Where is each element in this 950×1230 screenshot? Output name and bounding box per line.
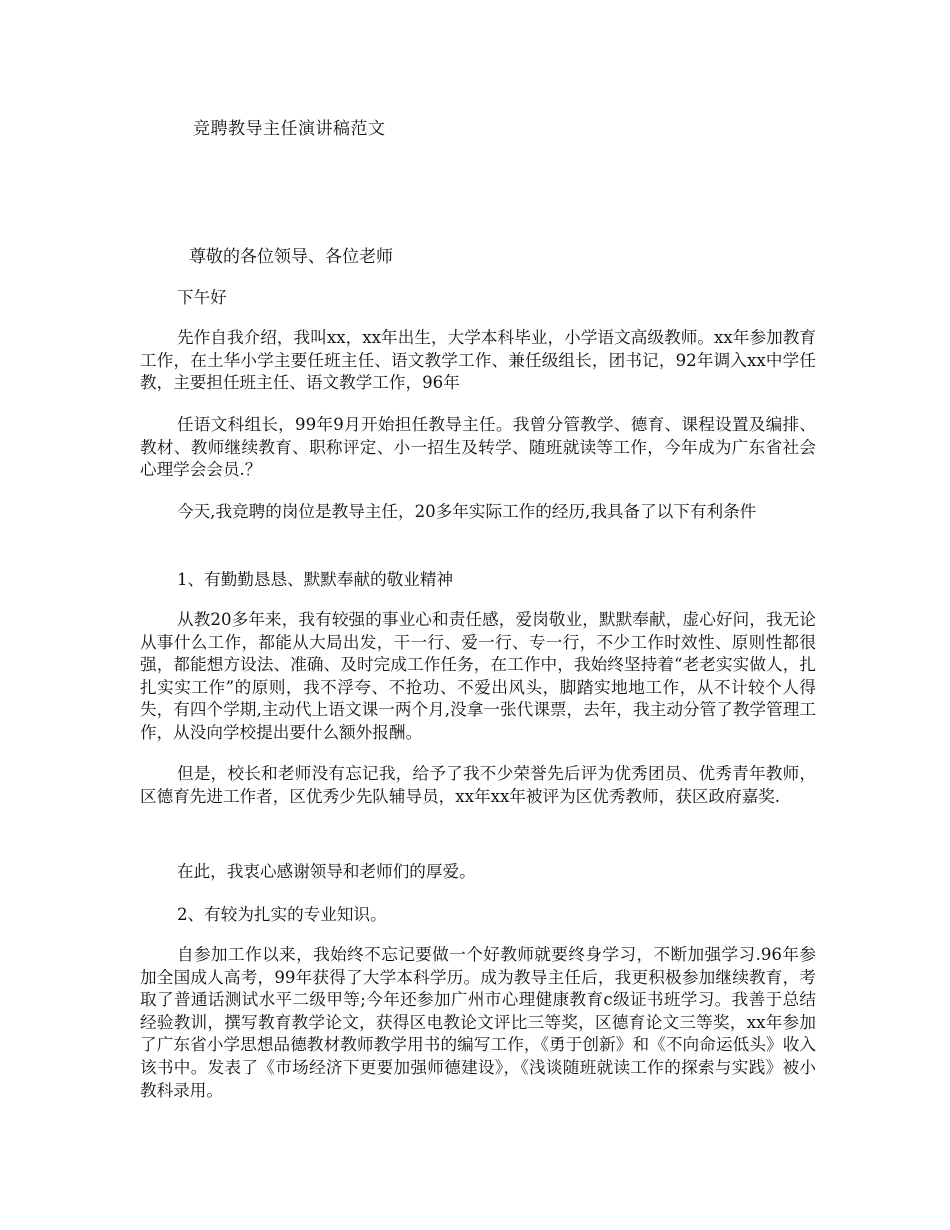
document-title: 竞聘教导主任演讲稿范文 xyxy=(193,119,386,139)
paragraph-introduction: 先作自我介绍，我叫xx，xx年出生，大学本科毕业，小学语文高级教师。xx年参加教育工作，在土华小学主要任班主任、语文教学工作、兼任级组长，团书记，92年调入xx中学任教，主要担任班主任、语文教学工作，96年 xyxy=(140,328,816,393)
greeting: 下午好 xyxy=(177,288,227,307)
thanks-line: 在此，我衷心感谢领导和老师们的厚爱。 xyxy=(177,862,476,881)
section-heading-expertise: 2、有较为扎实的专业知识。 xyxy=(177,905,387,924)
paragraph-responsibilities: 任语文科组长，99年9月开始担任教导主任。我曾分管教学、德育、课程设置及编排、教材、教师继续教育、职称评定、小一招生及转学、随班就读等工作，今年成为广东省社会心理学会会员.？ xyxy=(140,415,816,480)
paragraph-honors: 但是，校长和老师没有忘记我，给予了我不少荣誉先后评为优秀团员、优秀青年教师，区德育先进工作者，区优秀少先队辅导员，xx年xx年被评为区优秀教师，获区政府嘉奖. xyxy=(140,764,816,806)
paragraph-qualifications: 今天,我竞聘的岗位是教导主任，20多年实际工作的经历,我具备了以下有利条件 xyxy=(177,502,757,521)
paragraph-expertise: 自参加工作以来，我始终不忘记要做一个好教师就要终身学习，不断加强学习.96年参加全国成人高考，99年获得了大学本科学历。成为教导主任后，我更积极参加继续教育，考取了普通话测试水平二级甲等;今年还参加广州市心理健康教育c级证书班学习。我善于总结经验教训，撰写教育教学论文，获得区电教论文评比三等奖，区德育论文三等奖，xx年参加了广东省小学思想品德教材教师教学用书的编写工作，《勇于创新》和《不向命运低头》收入该书中。发表了《市场经济下更要加强师德建设》，《浅谈随班就读工作的探索与实践》被小教科录用。 xyxy=(140,945,816,1100)
salutation: 尊敬的各位领导、各位老师 xyxy=(189,247,393,267)
section-heading-dedication: 1、有勤勤恳恳、默默奉献的敬业精神 xyxy=(177,570,454,589)
paragraph-dedication: 从教20多年来，我有较强的事业心和责任感，爱岗敬业，默默奉献，虚心好问，我无论从事什么工作，都能从大局出发，干一行、爱一行、专一行，不少工作时效性、原则性都很强，都能想方设法、准确、及时完成工作任务，在工作中，我始终坚持着“老老实实做人，扎扎实实工作”的原则，我不浮夸、不抢功、不爱出风头，脚踏实地地工作，从不计较个人得失，有四个学期,主动代上语文课一两个月,没拿一张代课票，去年，我主动分管了教学管理工作，从没向学校提出要什么额外报酬。 xyxy=(140,610,816,742)
